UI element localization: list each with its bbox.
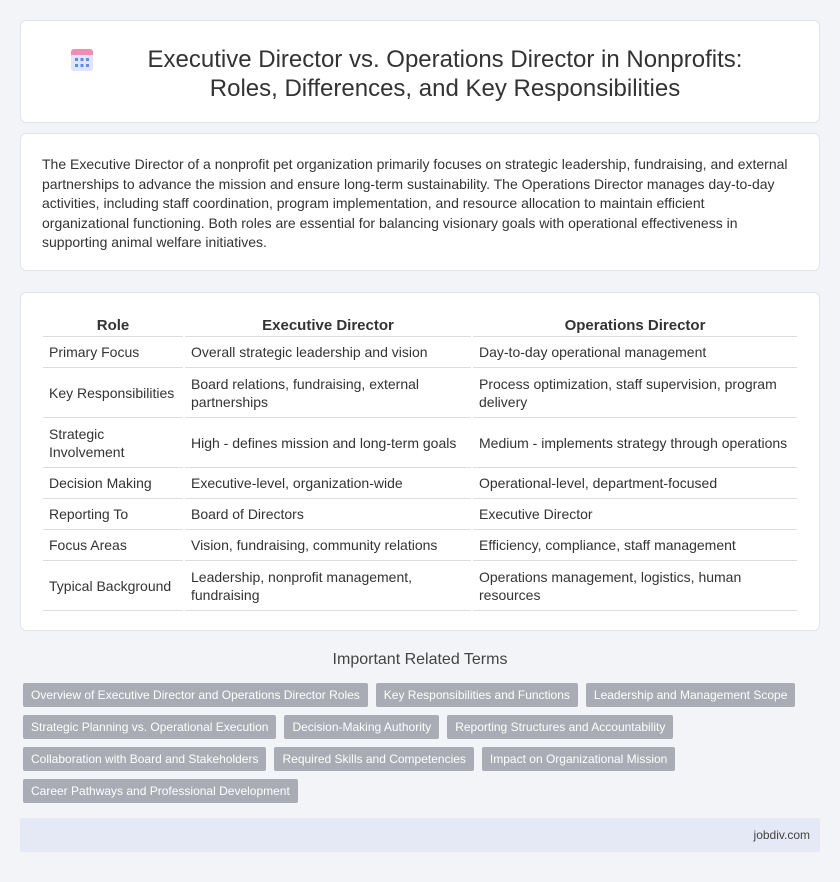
table-cell: Reporting To bbox=[43, 499, 183, 530]
table-row bbox=[43, 368, 797, 418]
intro-paragraph: The Executive Director of a nonprofit pet organization primarily focuses on strategic leadership, fundraising, and external partnerships to advance the mission and ensure long-term sustainability. The Operations Director manages day-to-day activities, including staff coordination, program implementation, and resource allocation to maintain efficient organizational functioning. Both roles are essential for balancing visionary goals with operational effectiveness in supporting animal welfare initiatives. bbox=[42, 156, 788, 251]
table-cell: Focus Areas bbox=[43, 530, 183, 561]
table-cell: Executive-level, organization-wide bbox=[185, 468, 471, 499]
table-row bbox=[43, 468, 797, 499]
footer bbox=[20, 818, 820, 852]
header-operations-director: Operations Director bbox=[473, 315, 797, 337]
comparison-table bbox=[41, 315, 799, 611]
table-row bbox=[43, 561, 797, 611]
intro-card bbox=[20, 133, 820, 271]
table-cell: Medium - implements strategy through operations bbox=[473, 418, 797, 468]
table-cell: Board relations, fundraising, external partnerships bbox=[185, 368, 471, 418]
related-term-tag[interactable]: Career Pathways and Professional Development bbox=[23, 779, 298, 803]
table-cell: Executive Director bbox=[473, 499, 797, 530]
related-term-tag[interactable]: Decision-Making Authority bbox=[284, 715, 439, 739]
related-term-tag[interactable]: Key Responsibilities and Functions bbox=[376, 683, 578, 707]
table-row bbox=[43, 418, 797, 468]
related-terms-list bbox=[23, 683, 803, 803]
table-cell: Day-to-day operational management bbox=[473, 337, 797, 368]
related-term-tag[interactable]: Strategic Planning vs. Operational Execution bbox=[23, 715, 276, 739]
table-cell: Process optimization, staff supervision, program delivery bbox=[473, 368, 797, 418]
related-term-tag[interactable]: Impact on Organizational Mission bbox=[482, 747, 675, 771]
table-cell: Decision Making bbox=[43, 468, 183, 499]
related-terms-heading: Important Related Terms bbox=[332, 651, 508, 668]
table-cell: Vision, fundraising, community relations bbox=[185, 530, 471, 561]
header-executive-director: Executive Director bbox=[185, 315, 471, 337]
table-row bbox=[43, 530, 797, 561]
table-cell: Efficiency, compliance, staff management bbox=[473, 530, 797, 561]
table-cell: Overall strategic leadership and vision bbox=[185, 337, 471, 368]
title-card bbox=[20, 20, 820, 123]
table-header-row bbox=[43, 315, 797, 337]
related-term-tag[interactable]: Required Skills and Competencies bbox=[274, 747, 473, 771]
table-row bbox=[43, 499, 797, 530]
related-term-tag[interactable]: Overview of Executive Director and Operations Director Roles bbox=[23, 683, 368, 707]
table-cell: Strategic Involvement bbox=[43, 418, 183, 468]
table-cell: Leadership, nonprofit management, fundraising bbox=[185, 561, 471, 611]
table-cell: Typical Background bbox=[43, 561, 183, 611]
table-cell: Operations management, logistics, human resources bbox=[473, 561, 797, 611]
related-term-tag[interactable]: Reporting Structures and Accountability bbox=[447, 715, 673, 739]
header-role: Role bbox=[43, 315, 183, 337]
footer-site-link[interactable]: jobdiv.com bbox=[753, 828, 810, 842]
table-cell: Key Responsibilities bbox=[43, 368, 183, 418]
related-term-tag[interactable]: Leadership and Management Scope bbox=[586, 683, 795, 707]
comparison-table-card bbox=[20, 292, 820, 631]
page-title: Executive Director vs. Operations Director in Nonprofits: Roles, Differences, and Key Responsibilities bbox=[147, 46, 743, 102]
table-row bbox=[43, 337, 797, 368]
table-cell: High - defines mission and long-term goals bbox=[185, 418, 471, 468]
table-cell: Operational-level, department-focused bbox=[473, 468, 797, 499]
table-cell: Primary Focus bbox=[43, 337, 183, 368]
related-term-tag[interactable]: Collaboration with Board and Stakeholders bbox=[23, 747, 266, 771]
table-cell: Board of Directors bbox=[185, 499, 471, 530]
